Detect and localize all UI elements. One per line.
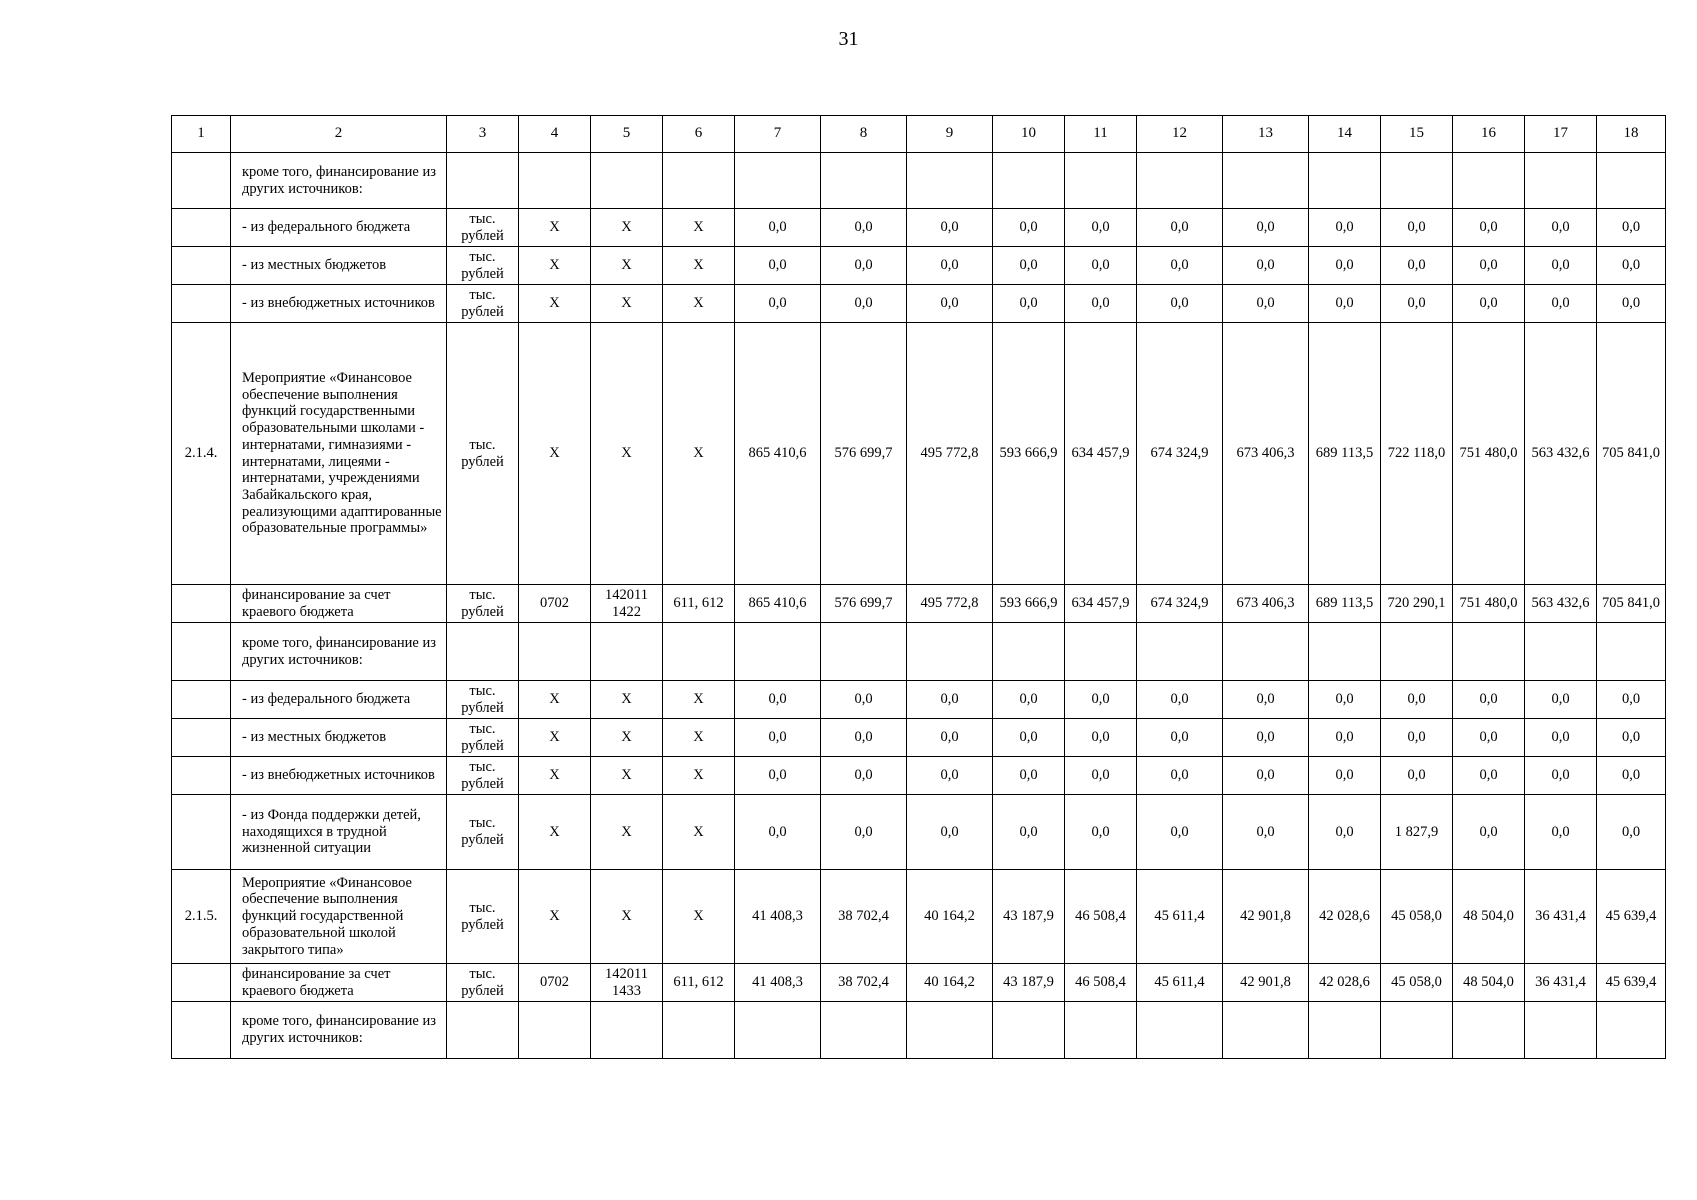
page-number: 31 bbox=[838, 28, 859, 50]
value-cell bbox=[1453, 623, 1525, 681]
value-cell: 0,0 bbox=[1137, 285, 1223, 323]
value-cell bbox=[907, 153, 993, 209]
item-number-cell bbox=[172, 247, 231, 285]
value-cell bbox=[1065, 1002, 1137, 1059]
value-cell bbox=[1381, 153, 1453, 209]
value-cell: 495 772,8 bbox=[907, 323, 993, 585]
value-cell: 45 058,0 bbox=[1381, 870, 1453, 964]
value-cell: 0,0 bbox=[1525, 795, 1597, 870]
column-number-cell: 10 bbox=[993, 116, 1065, 153]
budget-code-cell bbox=[663, 153, 735, 209]
value-cell: 0,0 bbox=[1065, 681, 1137, 719]
value-cell: 673 406,3 bbox=[1223, 585, 1309, 623]
value-cell bbox=[1223, 153, 1309, 209]
value-cell: 0,0 bbox=[735, 719, 821, 757]
value-cell: 43 187,9 bbox=[993, 870, 1065, 964]
value-cell bbox=[1453, 1002, 1525, 1059]
value-cell: 41 408,3 bbox=[735, 870, 821, 964]
value-cell bbox=[1137, 1002, 1223, 1059]
value-cell bbox=[1381, 1002, 1453, 1059]
budget-code-cell: X bbox=[519, 719, 591, 757]
value-cell bbox=[993, 623, 1065, 681]
value-cell: 0,0 bbox=[1309, 719, 1381, 757]
budget-code-cell: X bbox=[663, 681, 735, 719]
value-cell: 0,0 bbox=[1065, 795, 1137, 870]
budget-code-cell: X bbox=[591, 870, 663, 964]
value-cell: 0,0 bbox=[993, 247, 1065, 285]
value-cell bbox=[821, 623, 907, 681]
value-cell: 0,0 bbox=[735, 795, 821, 870]
value-cell: 0,0 bbox=[1309, 209, 1381, 247]
value-cell: 689 113,5 bbox=[1309, 585, 1381, 623]
value-cell: 45 611,4 bbox=[1137, 964, 1223, 1002]
value-cell: 0,0 bbox=[821, 681, 907, 719]
value-cell bbox=[1597, 1002, 1666, 1059]
value-cell bbox=[1381, 623, 1453, 681]
column-number-cell: 17 bbox=[1525, 116, 1597, 153]
budget-code-cell: 611, 612 bbox=[663, 585, 735, 623]
value-cell: 46 508,4 bbox=[1065, 870, 1137, 964]
column-number-cell: 13 bbox=[1223, 116, 1309, 153]
item-name-cell: кроме того, финансирование из других источников: bbox=[231, 623, 447, 681]
budget-table bbox=[171, 115, 1666, 1059]
value-cell: 751 480,0 bbox=[1453, 323, 1525, 585]
value-cell bbox=[1597, 153, 1666, 209]
value-cell: 0,0 bbox=[1525, 719, 1597, 757]
budget-code-cell: X bbox=[663, 209, 735, 247]
value-cell: 0,0 bbox=[907, 795, 993, 870]
unit-cell: тыс. рублей bbox=[447, 964, 519, 1002]
value-cell: 593 666,9 bbox=[993, 585, 1065, 623]
unit-cell: тыс. рублей bbox=[447, 247, 519, 285]
value-cell bbox=[1065, 153, 1137, 209]
unit-cell: тыс. рублей bbox=[447, 795, 519, 870]
column-number-row bbox=[172, 116, 1666, 153]
budget-code-cell bbox=[663, 1002, 735, 1059]
column-number-cell: 4 bbox=[519, 116, 591, 153]
value-cell: 0,0 bbox=[1381, 681, 1453, 719]
value-cell: 0,0 bbox=[1453, 719, 1525, 757]
value-cell: 0,0 bbox=[1597, 795, 1666, 870]
value-cell: 36 431,4 bbox=[1525, 870, 1597, 964]
item-number-cell bbox=[172, 1002, 231, 1059]
value-cell: 0,0 bbox=[821, 719, 907, 757]
column-number-cell: 15 bbox=[1381, 116, 1453, 153]
value-cell: 0,0 bbox=[907, 719, 993, 757]
budget-code-cell: X bbox=[591, 285, 663, 323]
column-number-cell: 18 bbox=[1597, 116, 1666, 153]
value-cell: 563 432,6 bbox=[1525, 585, 1597, 623]
item-number-cell: 2.1.4. bbox=[172, 323, 231, 585]
value-cell: 0,0 bbox=[1597, 681, 1666, 719]
value-cell: 0,0 bbox=[993, 795, 1065, 870]
value-cell: 593 666,9 bbox=[993, 323, 1065, 585]
value-cell: 0,0 bbox=[1137, 681, 1223, 719]
value-cell: 0,0 bbox=[907, 247, 993, 285]
table-row bbox=[172, 681, 1666, 719]
value-cell bbox=[1309, 1002, 1381, 1059]
unit-cell: тыс. рублей bbox=[447, 323, 519, 585]
value-cell: 41 408,3 bbox=[735, 964, 821, 1002]
table-row bbox=[172, 623, 1666, 681]
value-cell: 45 639,4 bbox=[1597, 870, 1666, 964]
value-cell: 45 639,4 bbox=[1597, 964, 1666, 1002]
value-cell: 48 504,0 bbox=[1453, 870, 1525, 964]
value-cell: 0,0 bbox=[735, 757, 821, 795]
value-cell: 38 702,4 bbox=[821, 964, 907, 1002]
budget-code-cell bbox=[663, 623, 735, 681]
value-cell: 0,0 bbox=[1223, 795, 1309, 870]
budget-code-cell: X bbox=[663, 247, 735, 285]
value-cell bbox=[1223, 1002, 1309, 1059]
value-cell: 43 187,9 bbox=[993, 964, 1065, 1002]
value-cell bbox=[907, 1002, 993, 1059]
table-body bbox=[172, 116, 1666, 1059]
value-cell: 0,0 bbox=[1309, 681, 1381, 719]
budget-code-cell: X bbox=[591, 247, 663, 285]
value-cell bbox=[1137, 623, 1223, 681]
budget-code-cell bbox=[519, 1002, 591, 1059]
value-cell bbox=[1525, 623, 1597, 681]
value-cell: 0,0 bbox=[993, 757, 1065, 795]
value-cell: 0,0 bbox=[1597, 247, 1666, 285]
value-cell: 0,0 bbox=[735, 681, 821, 719]
column-number-cell: 12 bbox=[1137, 116, 1223, 153]
value-cell bbox=[1309, 623, 1381, 681]
value-cell: 0,0 bbox=[1453, 757, 1525, 795]
budget-code-cell: 0702 bbox=[519, 964, 591, 1002]
value-cell: 495 772,8 bbox=[907, 585, 993, 623]
item-name-cell: Мероприятие «Финансовое обеспечение выполнения функций государственной образовательной школой закрытого типа» bbox=[231, 870, 447, 964]
value-cell: 0,0 bbox=[993, 285, 1065, 323]
value-cell: 48 504,0 bbox=[1453, 964, 1525, 1002]
value-cell bbox=[821, 153, 907, 209]
value-cell: 0,0 bbox=[1309, 757, 1381, 795]
item-number-cell bbox=[172, 795, 231, 870]
budget-code-cell: X bbox=[591, 681, 663, 719]
value-cell: 0,0 bbox=[821, 795, 907, 870]
budget-code-cell bbox=[519, 153, 591, 209]
value-cell: 865 410,6 bbox=[735, 323, 821, 585]
budget-code-cell: 142011 1433 bbox=[591, 964, 663, 1002]
budget-code-cell: X bbox=[663, 870, 735, 964]
budget-code-cell: X bbox=[591, 209, 663, 247]
unit-cell bbox=[447, 1002, 519, 1059]
value-cell: 0,0 bbox=[1065, 285, 1137, 323]
unit-cell: тыс. рублей bbox=[447, 585, 519, 623]
value-cell bbox=[1137, 153, 1223, 209]
item-name-cell: - из федерального бюджета bbox=[231, 681, 447, 719]
column-number-cell: 1 bbox=[172, 116, 231, 153]
table-row bbox=[172, 323, 1666, 585]
item-name-cell: кроме того, финансирование из других источников: bbox=[231, 1002, 447, 1059]
value-cell: 0,0 bbox=[1381, 757, 1453, 795]
item-number-cell bbox=[172, 285, 231, 323]
column-number-cell: 9 bbox=[907, 116, 993, 153]
value-cell: 0,0 bbox=[1381, 719, 1453, 757]
value-cell: 0,0 bbox=[1525, 247, 1597, 285]
item-number-cell bbox=[172, 964, 231, 1002]
budget-code-cell: X bbox=[591, 795, 663, 870]
budget-code-cell: 0702 bbox=[519, 585, 591, 623]
table-row bbox=[172, 153, 1666, 209]
unit-cell: тыс. рублей bbox=[447, 285, 519, 323]
budget-code-cell bbox=[591, 153, 663, 209]
budget-code-cell bbox=[519, 623, 591, 681]
value-cell bbox=[1597, 623, 1666, 681]
unit-cell: тыс. рублей bbox=[447, 757, 519, 795]
unit-cell: тыс. рублей bbox=[447, 209, 519, 247]
unit-cell: тыс. рублей bbox=[447, 681, 519, 719]
item-name-cell: Мероприятие «Финансовое обеспечение выполнения функций государственными образовательными школами - интернатами, гимназиями - интернатами, лицеями - интернатами, учреждениями Забайкальского края, реализующими адаптированные образовательные программы» bbox=[231, 323, 447, 585]
value-cell: 0,0 bbox=[735, 247, 821, 285]
budget-code-cell bbox=[591, 623, 663, 681]
value-cell: 720 290,1 bbox=[1381, 585, 1453, 623]
value-cell: 0,0 bbox=[1137, 757, 1223, 795]
value-cell: 0,0 bbox=[1381, 285, 1453, 323]
value-cell: 634 457,9 bbox=[1065, 585, 1137, 623]
value-cell: 0,0 bbox=[735, 209, 821, 247]
budget-code-cell: X bbox=[519, 285, 591, 323]
table-row bbox=[172, 247, 1666, 285]
value-cell: 0,0 bbox=[1065, 209, 1137, 247]
value-cell: 0,0 bbox=[1309, 795, 1381, 870]
column-number-cell: 5 bbox=[591, 116, 663, 153]
budget-code-cell: X bbox=[519, 681, 591, 719]
table-row bbox=[172, 719, 1666, 757]
column-number-cell: 8 bbox=[821, 116, 907, 153]
value-cell: 42 901,8 bbox=[1223, 870, 1309, 964]
value-cell: 563 432,6 bbox=[1525, 323, 1597, 585]
column-number-cell: 16 bbox=[1453, 116, 1525, 153]
unit-cell: тыс. рублей bbox=[447, 870, 519, 964]
value-cell: 0,0 bbox=[993, 681, 1065, 719]
budget-code-cell bbox=[591, 1002, 663, 1059]
budget-code-cell: 611, 612 bbox=[663, 964, 735, 1002]
item-name-cell: кроме того, финансирование из других источников: bbox=[231, 153, 447, 209]
value-cell: 0,0 bbox=[1525, 681, 1597, 719]
budget-code-cell: X bbox=[663, 719, 735, 757]
value-cell: 0,0 bbox=[1223, 757, 1309, 795]
item-number-cell bbox=[172, 209, 231, 247]
budget-code-cell: X bbox=[519, 757, 591, 795]
budget-code-cell: X bbox=[519, 323, 591, 585]
value-cell bbox=[1525, 1002, 1597, 1059]
value-cell: 0,0 bbox=[1597, 757, 1666, 795]
item-number-cell bbox=[172, 585, 231, 623]
value-cell: 0,0 bbox=[821, 247, 907, 285]
item-number-cell: 2.1.5. bbox=[172, 870, 231, 964]
value-cell: 46 508,4 bbox=[1065, 964, 1137, 1002]
value-cell: 0,0 bbox=[1137, 719, 1223, 757]
value-cell: 38 702,4 bbox=[821, 870, 907, 964]
table-row bbox=[172, 585, 1666, 623]
value-cell: 0,0 bbox=[1223, 247, 1309, 285]
budget-code-cell: X bbox=[519, 247, 591, 285]
value-cell: 45 611,4 bbox=[1137, 870, 1223, 964]
value-cell: 0,0 bbox=[1525, 757, 1597, 795]
budget-code-cell: X bbox=[663, 795, 735, 870]
item-number-cell bbox=[172, 623, 231, 681]
unit-cell bbox=[447, 623, 519, 681]
item-name-cell: - из местных бюджетов bbox=[231, 247, 447, 285]
value-cell: 0,0 bbox=[907, 757, 993, 795]
value-cell: 0,0 bbox=[1137, 209, 1223, 247]
value-cell: 0,0 bbox=[1137, 795, 1223, 870]
value-cell: 40 164,2 bbox=[907, 964, 993, 1002]
table-row bbox=[172, 964, 1666, 1002]
value-cell: 0,0 bbox=[1223, 681, 1309, 719]
value-cell: 0,0 bbox=[1597, 209, 1666, 247]
value-cell: 0,0 bbox=[907, 681, 993, 719]
value-cell: 40 164,2 bbox=[907, 870, 993, 964]
value-cell bbox=[1065, 623, 1137, 681]
budget-code-cell: X bbox=[663, 285, 735, 323]
budget-code-cell: X bbox=[519, 795, 591, 870]
value-cell: 0,0 bbox=[1223, 209, 1309, 247]
item-number-cell bbox=[172, 153, 231, 209]
value-cell bbox=[907, 623, 993, 681]
value-cell bbox=[735, 1002, 821, 1059]
value-cell: 42 901,8 bbox=[1223, 964, 1309, 1002]
value-cell: 673 406,3 bbox=[1223, 323, 1309, 585]
value-cell: 576 699,7 bbox=[821, 585, 907, 623]
item-number-cell bbox=[172, 681, 231, 719]
value-cell: 0,0 bbox=[821, 285, 907, 323]
unit-cell bbox=[447, 153, 519, 209]
table-row bbox=[172, 757, 1666, 795]
value-cell bbox=[1525, 153, 1597, 209]
column-number-cell: 7 bbox=[735, 116, 821, 153]
value-cell: 0,0 bbox=[735, 285, 821, 323]
value-cell: 0,0 bbox=[1223, 719, 1309, 757]
value-cell: 0,0 bbox=[1597, 285, 1666, 323]
value-cell: 0,0 bbox=[1381, 247, 1453, 285]
value-cell: 689 113,5 bbox=[1309, 323, 1381, 585]
unit-cell: тыс. рублей bbox=[447, 719, 519, 757]
value-cell bbox=[735, 623, 821, 681]
value-cell bbox=[735, 153, 821, 209]
item-number-cell bbox=[172, 719, 231, 757]
table-row bbox=[172, 1002, 1666, 1059]
value-cell: 0,0 bbox=[1453, 681, 1525, 719]
column-number-cell: 11 bbox=[1065, 116, 1137, 153]
value-cell: 0,0 bbox=[1381, 209, 1453, 247]
value-cell: 0,0 bbox=[1309, 247, 1381, 285]
value-cell: 0,0 bbox=[1525, 209, 1597, 247]
budget-code-cell: X bbox=[591, 757, 663, 795]
table-row bbox=[172, 870, 1666, 964]
budget-code-cell: X bbox=[591, 719, 663, 757]
value-cell: 0,0 bbox=[821, 209, 907, 247]
value-cell: 0,0 bbox=[993, 719, 1065, 757]
value-cell: 0,0 bbox=[1223, 285, 1309, 323]
value-cell: 0,0 bbox=[821, 757, 907, 795]
item-name-cell: - из Фонда поддержки детей, находящихся в трудной жизненной ситуации bbox=[231, 795, 447, 870]
value-cell: 0,0 bbox=[907, 285, 993, 323]
budget-code-cell: X bbox=[519, 209, 591, 247]
value-cell: 1 827,9 bbox=[1381, 795, 1453, 870]
value-cell bbox=[1309, 153, 1381, 209]
item-number-cell bbox=[172, 757, 231, 795]
budget-code-cell: 142011 1422 bbox=[591, 585, 663, 623]
value-cell: 42 028,6 bbox=[1309, 870, 1381, 964]
column-number-cell: 3 bbox=[447, 116, 519, 153]
budget-code-cell: X bbox=[591, 323, 663, 585]
table-row bbox=[172, 795, 1666, 870]
value-cell: 42 028,6 bbox=[1309, 964, 1381, 1002]
column-number-cell: 14 bbox=[1309, 116, 1381, 153]
budget-code-cell: X bbox=[663, 323, 735, 585]
value-cell: 0,0 bbox=[1597, 719, 1666, 757]
value-cell: 865 410,6 bbox=[735, 585, 821, 623]
value-cell: 0,0 bbox=[1065, 719, 1137, 757]
value-cell: 705 841,0 bbox=[1597, 585, 1666, 623]
value-cell: 674 324,9 bbox=[1137, 585, 1223, 623]
value-cell: 0,0 bbox=[1453, 247, 1525, 285]
value-cell bbox=[993, 1002, 1065, 1059]
column-number-cell: 2 bbox=[231, 116, 447, 153]
value-cell: 0,0 bbox=[1309, 285, 1381, 323]
value-cell bbox=[821, 1002, 907, 1059]
value-cell bbox=[1223, 623, 1309, 681]
value-cell: 674 324,9 bbox=[1137, 323, 1223, 585]
value-cell: 0,0 bbox=[1453, 209, 1525, 247]
value-cell: 0,0 bbox=[1453, 795, 1525, 870]
item-name-cell: - из местных бюджетов bbox=[231, 719, 447, 757]
value-cell: 0,0 bbox=[993, 209, 1065, 247]
item-name-cell: - из внебюджетных источников bbox=[231, 285, 447, 323]
value-cell: 36 431,4 bbox=[1525, 964, 1597, 1002]
value-cell bbox=[993, 153, 1065, 209]
table-row bbox=[172, 209, 1666, 247]
value-cell: 634 457,9 bbox=[1065, 323, 1137, 585]
value-cell: 576 699,7 bbox=[821, 323, 907, 585]
table-row bbox=[172, 285, 1666, 323]
value-cell bbox=[1453, 153, 1525, 209]
item-name-cell: финансирование за счет краевого бюджета bbox=[231, 585, 447, 623]
value-cell: 0,0 bbox=[1525, 285, 1597, 323]
value-cell: 722 118,0 bbox=[1381, 323, 1453, 585]
item-name-cell: - из внебюджетных источников bbox=[231, 757, 447, 795]
value-cell: 705 841,0 bbox=[1597, 323, 1666, 585]
value-cell: 0,0 bbox=[1453, 285, 1525, 323]
value-cell: 45 058,0 bbox=[1381, 964, 1453, 1002]
item-name-cell: финансирование за счет краевого бюджета bbox=[231, 964, 447, 1002]
column-number-cell: 6 bbox=[663, 116, 735, 153]
value-cell: 0,0 bbox=[907, 209, 993, 247]
item-name-cell: - из федерального бюджета bbox=[231, 209, 447, 247]
budget-code-cell: X bbox=[663, 757, 735, 795]
value-cell: 751 480,0 bbox=[1453, 585, 1525, 623]
value-cell: 0,0 bbox=[1065, 247, 1137, 285]
budget-code-cell: X bbox=[519, 870, 591, 964]
value-cell: 0,0 bbox=[1137, 247, 1223, 285]
value-cell: 0,0 bbox=[1065, 757, 1137, 795]
